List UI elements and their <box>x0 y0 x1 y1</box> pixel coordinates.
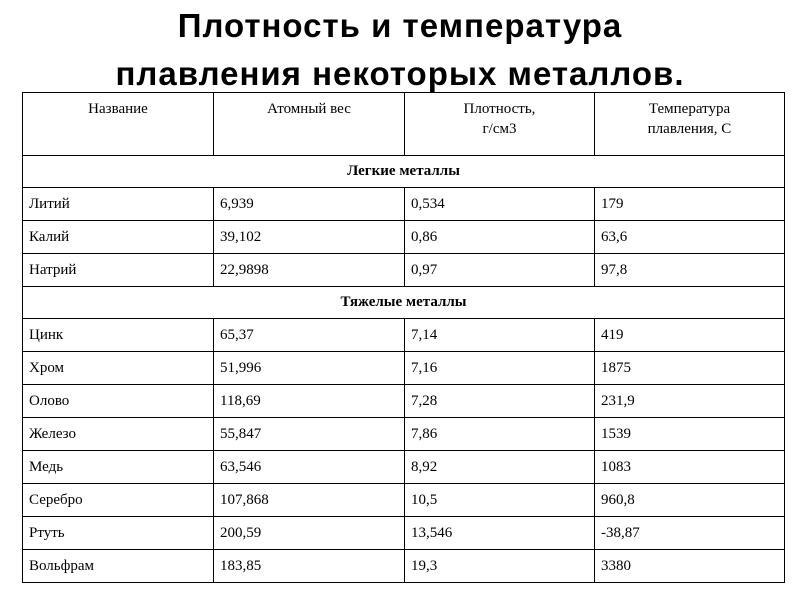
cell-name: Олово <box>23 385 214 418</box>
cell-melting-point: 419 <box>595 319 785 352</box>
cell-name: Цинк <box>23 319 214 352</box>
heavy-metals-rows <box>23 319 785 583</box>
table-row <box>23 550 785 583</box>
header-melting-point: Температура плавления, С <box>595 93 785 156</box>
cell-name: Калий <box>23 221 214 254</box>
cell-atomic-weight: 183,85 <box>214 550 405 583</box>
cell-atomic-weight: 6,939 <box>214 188 405 221</box>
cell-name: Медь <box>23 451 214 484</box>
cell-density: 0,86 <box>405 221 595 254</box>
header-row <box>23 93 785 156</box>
table-row <box>23 418 785 451</box>
slide-title <box>0 0 800 98</box>
cell-melting-point: 1083 <box>595 451 785 484</box>
cell-melting-point: 1539 <box>595 418 785 451</box>
cell-name: Ртуть <box>23 517 214 550</box>
table-row <box>23 254 785 287</box>
table-row <box>23 221 785 254</box>
cell-atomic-weight: 55,847 <box>214 418 405 451</box>
cell-melting-point: 231,9 <box>595 385 785 418</box>
section-row-heavy <box>23 287 785 319</box>
cell-name: Вольфрам <box>23 550 214 583</box>
table-row <box>23 352 785 385</box>
cell-density: 0,97 <box>405 254 595 287</box>
cell-density: 7,14 <box>405 319 595 352</box>
header-name: Название <box>23 93 214 156</box>
cell-density: 7,28 <box>405 385 595 418</box>
section-row-light <box>23 156 785 188</box>
section-label-light: Легкие металлы <box>23 156 785 188</box>
cell-atomic-weight: 63,546 <box>214 451 405 484</box>
cell-melting-point: 960,8 <box>595 484 785 517</box>
table-row <box>23 188 785 221</box>
slide-title-line1: Плотность и температура <box>177 7 623 44</box>
metals-table <box>22 92 785 583</box>
slide-title-line2: плавления некоторых металлов. <box>115 55 685 92</box>
cell-atomic-weight: 118,69 <box>214 385 405 418</box>
cell-melting-point: 3380 <box>595 550 785 583</box>
cell-density: 10,5 <box>405 484 595 517</box>
table-row <box>23 385 785 418</box>
cell-atomic-weight: 51,996 <box>214 352 405 385</box>
table-row <box>23 319 785 352</box>
cell-name: Натрий <box>23 254 214 287</box>
cell-name: Хром <box>23 352 214 385</box>
table-row <box>23 484 785 517</box>
cell-density: 8,92 <box>405 451 595 484</box>
cell-atomic-weight: 200,59 <box>214 517 405 550</box>
heavy-section <box>23 287 785 319</box>
cell-density: 0,534 <box>405 188 595 221</box>
section-label-heavy: Тяжелые металлы <box>23 287 785 319</box>
light-metals-rows <box>23 188 785 287</box>
cell-melting-point: 97,8 <box>595 254 785 287</box>
cell-atomic-weight: 107,868 <box>214 484 405 517</box>
cell-melting-point: 179 <box>595 188 785 221</box>
table-row <box>23 451 785 484</box>
cell-density: 13,546 <box>405 517 595 550</box>
cell-density: 7,16 <box>405 352 595 385</box>
cell-name: Железо <box>23 418 214 451</box>
metals-table-body <box>23 93 785 188</box>
cell-atomic-weight: 65,37 <box>214 319 405 352</box>
cell-atomic-weight: 22,9898 <box>214 254 405 287</box>
header-density: Плотность, г/см3 <box>405 93 595 156</box>
cell-density: 19,3 <box>405 550 595 583</box>
header-atomic-weight: Атомный вес <box>214 93 405 156</box>
cell-name: Литий <box>23 188 214 221</box>
cell-melting-point: -38,87 <box>595 517 785 550</box>
table-row <box>23 517 785 550</box>
cell-density: 7,86 <box>405 418 595 451</box>
cell-melting-point: 63,6 <box>595 221 785 254</box>
cell-atomic-weight: 39,102 <box>214 221 405 254</box>
cell-name: Серебро <box>23 484 214 517</box>
cell-melting-point: 1875 <box>595 352 785 385</box>
